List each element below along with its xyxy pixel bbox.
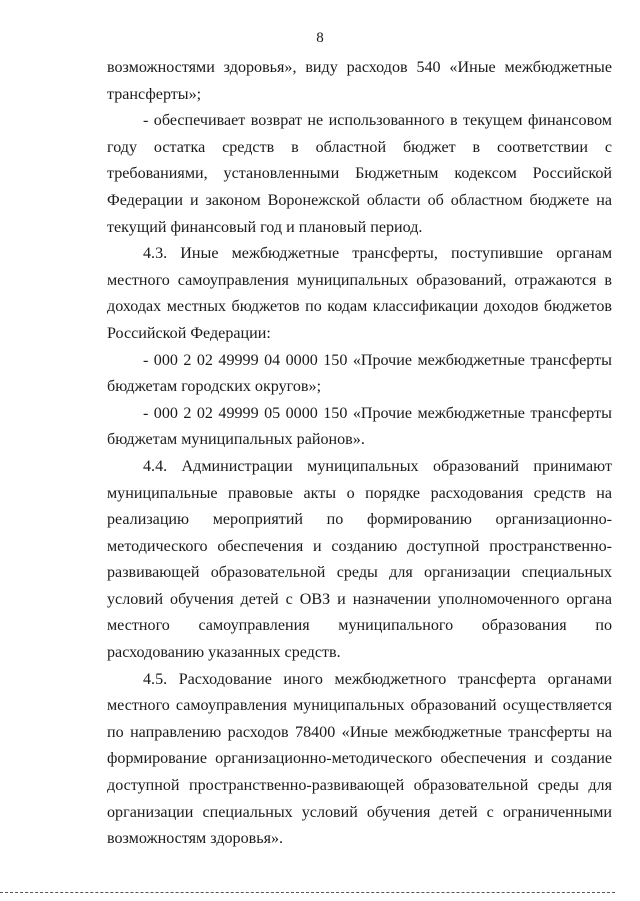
paragraph-return-balance: - обеспечивает возврат не использованного в текущем финансовом году остатка средств в областной бюджет в соответствии с требованиями, установленными Бюджетным кодексом Российской Федерации и законом Воронежской области об областном бюджете на текущий финансовый год и плановый период. <box>107 112 612 236</box>
paragraph-continuation: возможностями здоровья», виду расходов 540 «Иные межбюджетные трансферты»; <box>107 59 612 103</box>
footer-divider <box>0 892 615 893</box>
paragraph-code-city-districts: - 000 2 02 49999 04 0000 150 «Прочие межбюджетные трансферты бюджетам городских округов»; <box>107 351 612 396</box>
page-number: 8 <box>316 30 324 46</box>
paragraph-code-municipal-districts: - 000 2 02 49999 05 0000 150 «Прочие межбюджетные трансферты бюджетам муниципальных районов». <box>107 404 612 449</box>
document-body <box>107 55 612 853</box>
paragraph-4-4: 4.4. Администрации муниципальных образований принимают муниципальные правовые акты о порядке расходования средств на реализацию мероприятий по формированию организационно-методического обеспечения и созданию доступной пространственно-развивающей образовательной среды для организации специальных условий обучения детей с ОВЗ и назначении уполномоченного органа местного самоуправления муниципального образования по расходованию указанных средств. <box>107 457 612 662</box>
paragraph-4-5: 4.5. Расходование иного межбюджетного трансферта органами местного самоуправления муниципальных образований осуществляется по направлению расходов 78400 «Иные межбюджетные трансферты на формирование организационно-методического обеспечения и создание доступной пространственно-развивающей образовательной среды для организации специальных условий обучения детей с ограниченными возможностям здоровья». <box>107 670 612 848</box>
paragraph-4-3: 4.3. Иные межбюджетные трансферты, поступившие органам местного самоуправления муниципальных образований, отражаются в доходах местных бюджетов по кодам классификации доходов бюджетов Российской Федерации: <box>107 245 612 342</box>
